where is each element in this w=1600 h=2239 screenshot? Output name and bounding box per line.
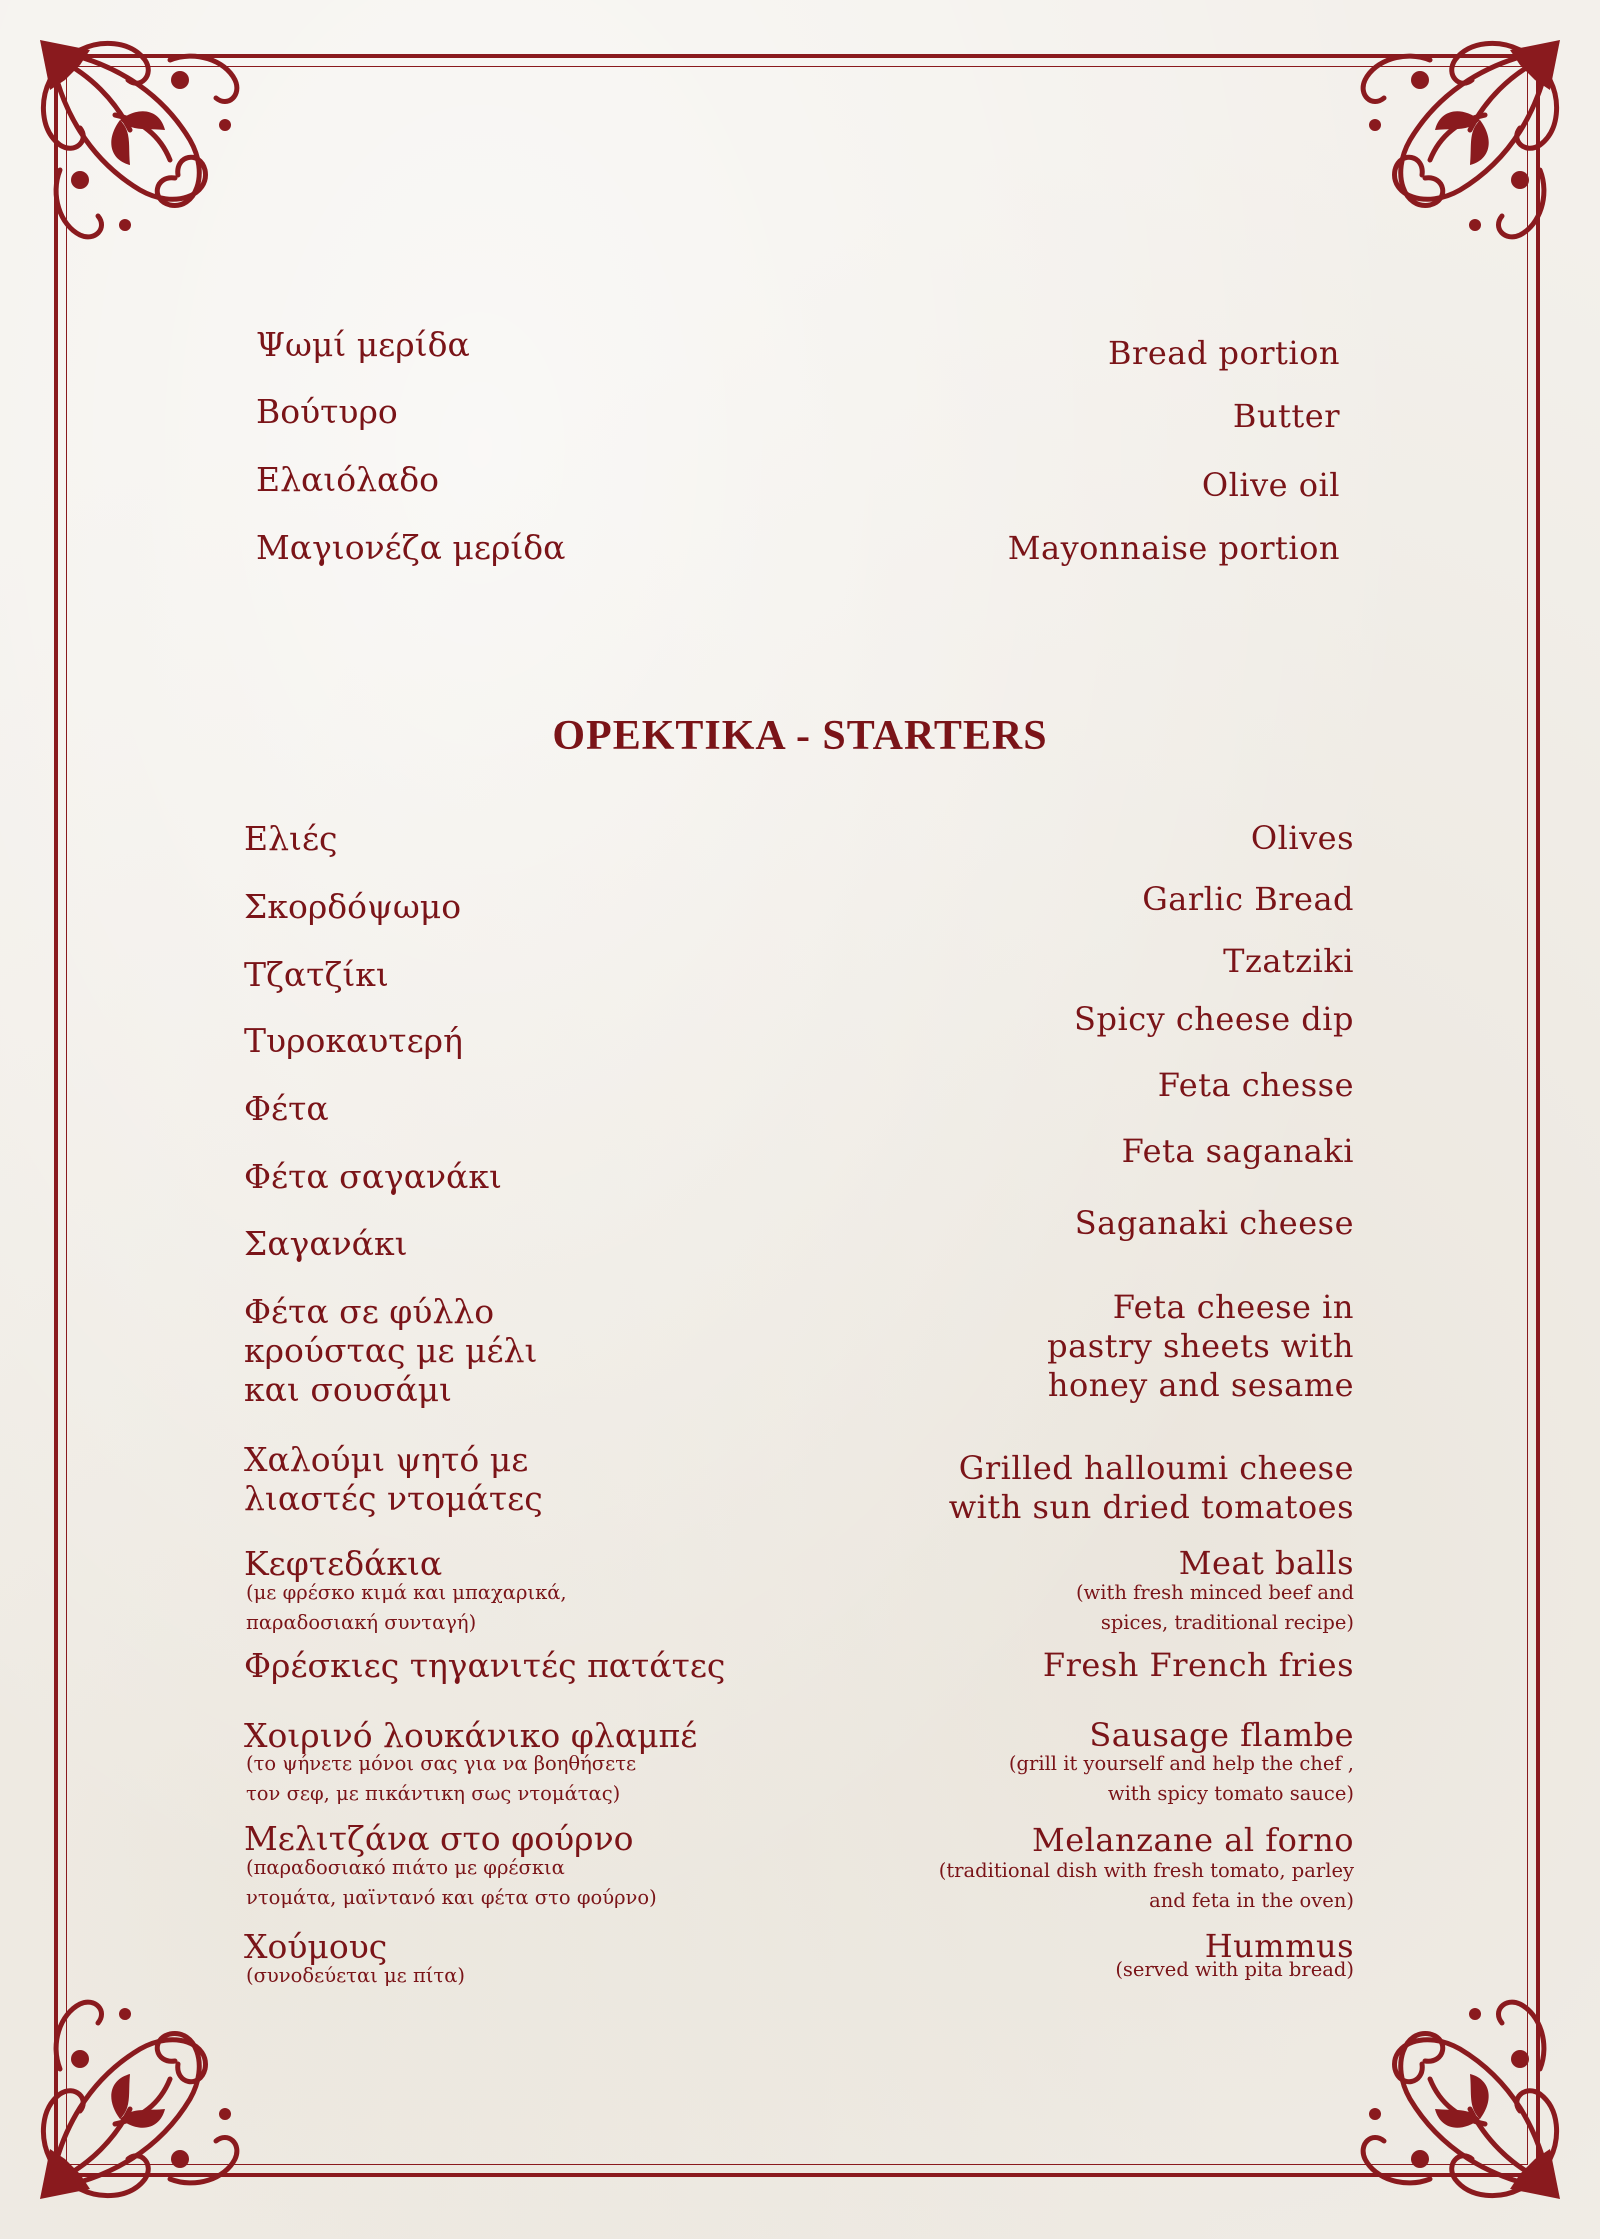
starter-greek-line: Φέτα σε φύλλο	[244, 1292, 495, 1331]
note-line: (traditional dish with fresh tomato, parley	[938, 1859, 1354, 1882]
starter-english: Garlic Bread	[1142, 880, 1354, 918]
starter-greek-multiline	[244, 1292, 537, 1409]
starter-english: Hummus	[1204, 1927, 1354, 1965]
ornate-corner-flourish-icon	[20, 20, 270, 270]
starter-greek-line: και σουσάμι	[244, 1370, 452, 1409]
starter-greek-line: λιαστές ντομάτες	[244, 1479, 543, 1518]
starter-greek: Μελιτζάνα στο φούρνο	[244, 1819, 634, 1858]
starter-english-multiline	[1047, 1288, 1354, 1405]
starter-greek-note	[246, 1578, 567, 1638]
starter-greek: Φέτα σαγανάκι	[244, 1157, 502, 1196]
starter-greek: Τζατζίκι	[244, 955, 389, 994]
starter-english-note	[939, 1856, 1354, 1916]
starter-english-multiline	[949, 1449, 1354, 1527]
starter-greek-line: Χαλούμι ψητό με	[244, 1440, 529, 1479]
section-heading: OPEKTIKA - STARTERS	[552, 713, 1048, 759]
starter-english: Fresh French fries	[1042, 1646, 1354, 1684]
note-line: τον σεφ, με πικάντικη σως ντομάτας)	[246, 1782, 621, 1805]
starter-greek-line: κρούστας με μέλι	[244, 1331, 538, 1370]
basic-item-greek: Βούτυρο	[256, 392, 398, 431]
basic-item-english: Butter	[1232, 397, 1340, 435]
basic-item-english: Bread portion	[1108, 334, 1340, 372]
starter-greek-note: (συνοδεύεται με πίτα)	[246, 1964, 465, 1987]
note-line: (grill it yourself and help the chef ,	[1008, 1752, 1354, 1775]
note-line: and feta in the oven)	[1149, 1889, 1354, 1912]
starter-greek: Σαγανάκι	[244, 1224, 408, 1263]
note-line: spices, traditional recipe)	[1100, 1611, 1354, 1634]
starter-english: Sausage flambe	[1089, 1716, 1354, 1754]
starter-english-note	[1009, 1749, 1354, 1809]
starter-english-line: honey and sesame	[1047, 1366, 1354, 1404]
note-line: (το ψήνετε μόνοι σας για να βοηθήσετε	[246, 1752, 637, 1775]
starter-english: Olives	[1250, 819, 1354, 857]
starter-english-line: Feta cheese in	[1112, 1288, 1354, 1326]
starter-greek: Χούμους	[244, 1927, 388, 1966]
note-line: ντομάτα, μαϊντανό και φέτα στο φούρνο)	[246, 1886, 657, 1909]
basic-item-greek: Μαγιονέζα μερίδα	[256, 528, 566, 567]
starter-greek: Φρέσκιες τηγανιτές πατάτες	[244, 1646, 726, 1685]
basic-item-greek: Ψωμί μερίδα	[256, 325, 470, 364]
starter-greek: Τυροκαυτερή	[244, 1021, 463, 1060]
ornate-corner-flourish-icon	[20, 1969, 270, 2219]
note-line: παραδοσιακή συνταγή)	[246, 1611, 477, 1634]
note-line: with spicy tomato sauce)	[1107, 1782, 1354, 1805]
starter-english-note	[1076, 1578, 1354, 1638]
starter-english: Spicy cheese dip	[1074, 1000, 1354, 1038]
starter-greek: Χοιρινό λουκάνικο φλαμπέ	[244, 1716, 698, 1755]
starter-english-line: Grilled halloumi cheese	[958, 1449, 1354, 1487]
basic-item-english: Olive oil	[1201, 466, 1340, 504]
starter-greek-note	[246, 1749, 636, 1809]
starter-greek: Σκορδόψωμο	[244, 887, 462, 926]
note-line: (με φρέσκο κιμά και μπαχαρικά,	[246, 1581, 567, 1604]
ornate-corner-flourish-icon	[1330, 1969, 1580, 2219]
starter-english: Feta saganaki	[1121, 1132, 1354, 1170]
starter-english: Tzatziki	[1223, 942, 1354, 980]
basic-item-english: Mayonnaise portion	[1007, 529, 1340, 567]
starter-greek: Κεφτεδάκια	[244, 1544, 443, 1583]
starter-greek-note	[246, 1853, 657, 1913]
starter-english: Feta chesse	[1157, 1066, 1354, 1104]
starter-english: Melanzane al forno	[1031, 1821, 1354, 1859]
starter-english-note: (served with pita bread)	[1115, 1958, 1354, 1981]
starter-english-line: pastry sheets with	[1047, 1327, 1354, 1365]
basic-item-greek: Ελαιόλαδο	[256, 460, 440, 499]
ornate-corner-flourish-icon	[1330, 20, 1580, 270]
note-line: (with fresh minced beef and	[1075, 1581, 1354, 1604]
starter-english-line: with sun dried tomatoes	[948, 1488, 1354, 1526]
starter-greek: Φέτα	[244, 1089, 329, 1128]
starter-greek-multiline	[244, 1440, 543, 1518]
note-line: (παραδοσιακό πιάτο με φρέσκια	[246, 1856, 565, 1879]
starter-english: Saganaki cheese	[1074, 1204, 1354, 1242]
starter-english: Meat balls	[1178, 1544, 1354, 1582]
starter-greek: Ελιές	[244, 819, 338, 858]
